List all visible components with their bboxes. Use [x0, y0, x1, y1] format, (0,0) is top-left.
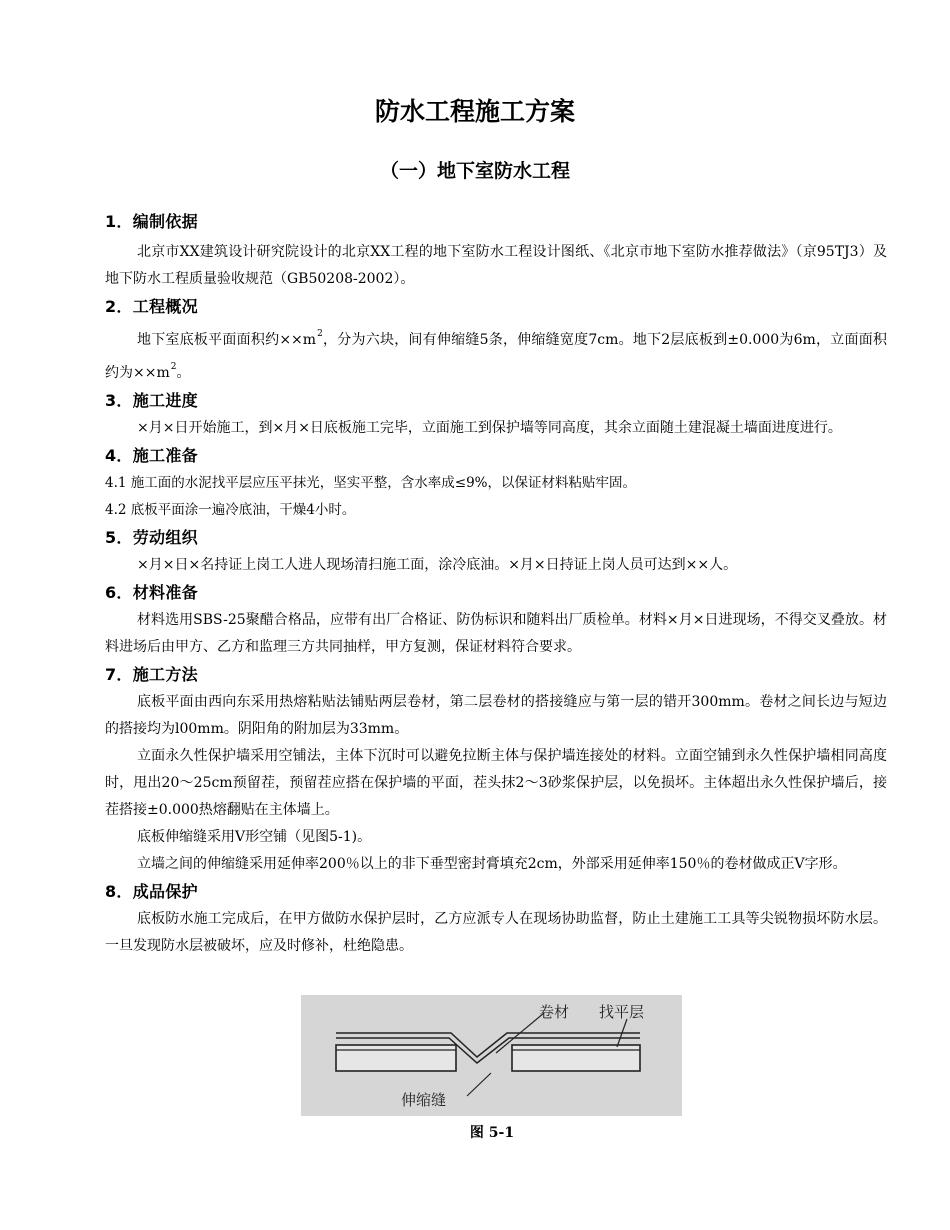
document-title: 防水工程施工方案 — [374, 97, 575, 126]
paragraph: 材料选用SBS-25聚醋合格品，应带有出厂合格证、防伪标识和随料出厂质检单。材料×月×日进现场，不得交叉叠放。材料进场后由甲方、乙方和监理三方共同抽样，甲方复测，保证材料符合要求。 — [105, 612, 887, 655]
label-shensuofeng: 伸缩缝 — [401, 1091, 447, 1109]
section-heading: 3．施工进度 — [105, 391, 198, 410]
paragraph: ×月×日×名持证上岗工人进人现场清扫施工面，涂冷底油。×月×日持证上岗人员可达到××人。 — [137, 557, 738, 573]
label-zhaopingceng: 找平层 — [599, 1003, 645, 1021]
section-heading: 7．施工方法 — [105, 665, 198, 684]
list-item: 4.1 施工面的水泥找平层应压平抹光，坚实平整，含水率成≤9%，以保证材料粘贴牢固。 — [105, 475, 636, 491]
section-heading: 6．材料准备 — [105, 583, 198, 602]
section-heading: 4．施工准备 — [105, 446, 198, 465]
text-run: 地下室底板平面面积约××m — [137, 332, 317, 348]
list-item: 4.2 底板平面涂一遍冷底油，干燥4小时。 — [105, 502, 356, 518]
expansion-joint-figure — [301, 995, 682, 1116]
paragraph: 底板伸缩缝采用V形空铺（见图5-1)。 — [137, 829, 372, 845]
section-heading: 1．编制依据 — [105, 212, 198, 231]
right-slab — [512, 1045, 640, 1071]
text-run: ，分为六块，间有伸缩缝5条，伸缩缝宽度7cm。地下2层底板到±0.000为6m，立面面积约为××m — [105, 332, 887, 381]
paragraph: ×月×日开始施工，到×月×日底板施工完毕，立面施工到保护墙等同高度，其余立面随土建混凝土墙面进度进行。 — [137, 420, 842, 436]
section-heading: 2．工程概况 — [105, 297, 198, 316]
label-juancai: 卷材 — [539, 1003, 570, 1021]
paragraph: 底板平面由西向东采用热熔粘贴法铺贴两层卷材，第二层卷材的搭接缝应与第一层的错开300mm。卷材之间长边与短边的搭接均为l00mm。阴阳角的附加层为33mm。 — [105, 694, 887, 737]
document-body — [105, 208, 887, 960]
paragraph — [105, 321, 887, 387]
left-slab — [336, 1045, 456, 1071]
superscript: 2 — [317, 329, 323, 339]
text-run: 。 — [176, 365, 191, 381]
superscript: 2 — [170, 362, 177, 372]
paragraph: 立墙之间的伸缩缝采用延伸率200％以上的非下垂型密封膏填充2cm，外部采用延伸率150％的卷材做成正V字形。 — [137, 856, 847, 872]
section-heading: 8．成品保护 — [105, 882, 198, 901]
paragraph: 底板防水施工完成后，在甲方做防水保护层时，乙方应派专人在现场协助监督，防止土建施工工具等尖锐物损坏防水层。一旦发现防水层被破坏，应及时修补，杜绝隐患。 — [105, 911, 887, 954]
document-subtitle: （一）地下室防水工程 — [379, 160, 570, 182]
paragraph: 立面永久性保护墙采用空铺法，主体下沉时可以避免拉断主体与保护墙连接处的材料。立面空铺到永久性保护墙相同高度时，甩出20～25cm预留茬，预留茬应搭在保护墙的平面，茬头抹2～3砂浆保护层，以免损坏。主体超出永久性保护墙后，接茬搭接±0.000热熔翻贴在主体墙上。 — [105, 748, 887, 818]
section-heading: 5．劳动组织 — [105, 528, 198, 547]
paragraph: 北京市XX建筑设计研究院设计的北京XX工程的地下室防水工程设计图纸、《北京市地下室防水推荐做法》（京95TJ3）及地下防水工程质量验收规范（GB50208-2002）。 — [105, 244, 887, 287]
figure-caption: 图 5-1 — [469, 1125, 515, 1141]
